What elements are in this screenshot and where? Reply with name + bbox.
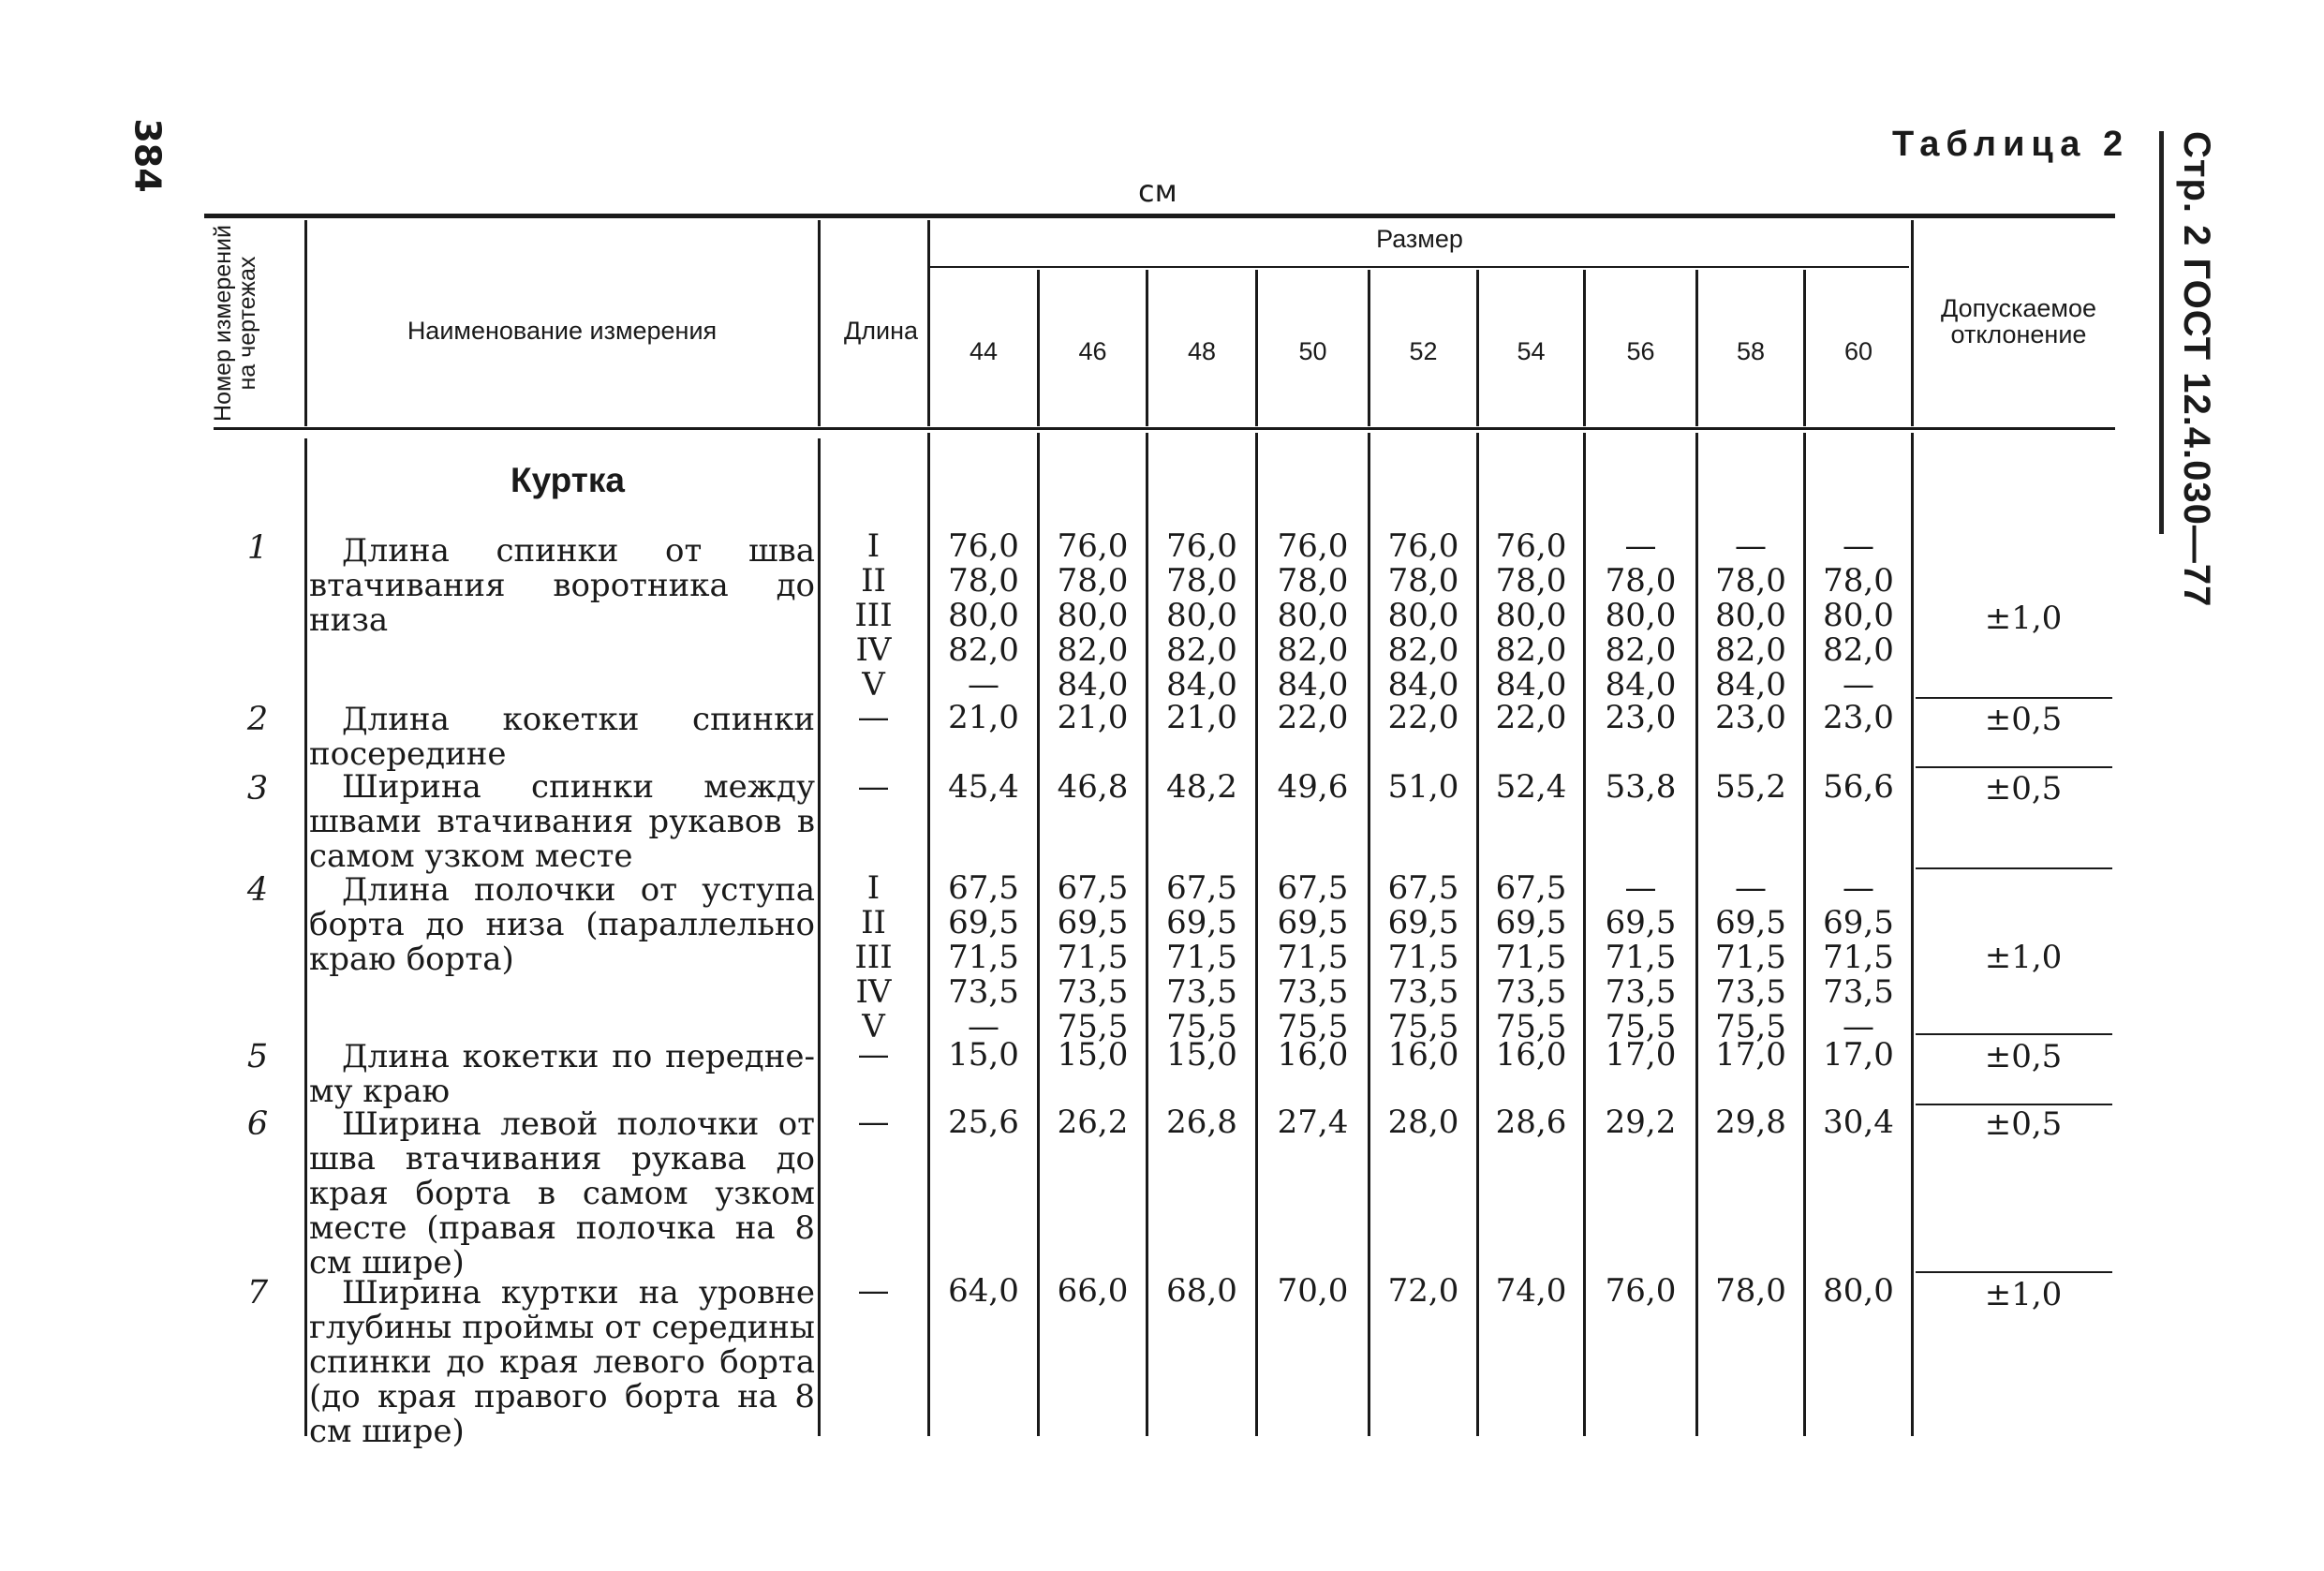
top-rule [204,214,2115,218]
tolerance-separator [1916,766,2112,768]
size-header: 52 [1409,337,1438,365]
value-cell: 74,0 [1495,1272,1567,1310]
row-length: — [857,768,890,806]
size-header: 46 [1078,337,1107,365]
row-length: I II III IV V [854,869,893,1045]
value-cell: 67,5 69,5 71,5 73,5 75,5 [1387,869,1459,1045]
value-cell: 55,2 [1715,768,1786,806]
value-cell: 67,5 69,5 71,5 73,5 — [948,869,1019,1045]
value-cell: 21,0 [948,699,1019,736]
row-length: — [857,1036,890,1074]
value-cell: 26,2 [1057,1104,1129,1141]
value-cell: 28,0 [1387,1104,1459,1141]
value-cell: 76,0 78,0 80,0 82,0 84,0 [1495,527,1567,704]
value-cell: 76,0 78,0 80,0 82,0 — [948,527,1019,704]
header-bottom-rule [214,427,2115,430]
value-cell: 67,5 69,5 71,5 73,5 75,5 [1277,869,1349,1045]
tolerance-value: ±1,0 [1984,600,2063,637]
size-header: 60 [1843,337,1873,365]
tolerance-value: ±1,0 [1984,1276,2063,1313]
value-cell: 15,0 [1166,1036,1237,1074]
row-name: Длина кокетки по переднему краю [309,1038,815,1110]
value-cell: 16,0 [1495,1036,1567,1074]
value-cell: 70,0 [1277,1272,1349,1310]
value-cell: 51,0 [1387,768,1459,806]
value-cell: 16,0 [1277,1036,1349,1074]
value-cell: 76,0 78,0 80,0 82,0 84,0 [1277,527,1349,704]
size-header: 54 [1517,337,1546,365]
value-cell: — 78,0 80,0 82,0 — [1823,527,1894,704]
header-divider [1911,220,1914,426]
value-cell: 17,0 [1823,1036,1894,1074]
table-title: Таблица 2 [1892,125,2130,164]
size-group-header: Размер [1376,225,1463,253]
value-cell: 17,0 [1715,1036,1786,1074]
row-name: Ширина левой полочки от шва втачивания рукава до края борта в самом узком месте (правая полочка на 8 см шире) [309,1105,815,1282]
value-cell: 23,0 [1715,699,1786,736]
size-header: 56 [1626,337,1655,365]
row-number: 2 [246,701,269,738]
value-cell: 64,0 [948,1272,1019,1310]
value-cell: 45,4 [948,768,1019,806]
value-cell: 49,6 [1277,768,1349,806]
value-cell: 29,8 [1715,1104,1786,1141]
size-header: 48 [1187,337,1217,365]
row-length: — [857,1272,890,1310]
value-cell: 56,6 [1823,768,1894,806]
value-cell: 22,0 [1277,699,1349,736]
value-cell: 76,0 78,0 80,0 82,0 84,0 [1166,527,1237,704]
length-header: Длина [843,317,919,345]
value-cell: — 69,5 71,5 73,5 75,5 [1605,869,1677,1045]
value-cell: 67,5 69,5 71,5 73,5 75,5 [1057,869,1129,1045]
row-number: 5 [246,1038,269,1075]
size-header: 58 [1736,337,1766,365]
value-cell: 68,0 [1166,1272,1237,1310]
tolerance-value: ±0,5 [1984,1105,2063,1143]
tolerance-separator [1916,697,2112,699]
value-cell: 78,0 [1715,1272,1786,1310]
size-rule [930,266,1909,268]
row-length: I II III IV V [854,527,893,704]
value-cell: 15,0 [1057,1036,1129,1074]
row-name: Ширина спинки между швами втачивания рукавов в самом узком месте [309,768,815,875]
value-cell: 52,4 [1495,768,1567,806]
side-header-wrap [2161,131,2217,608]
size-header: 44 [969,337,999,365]
value-cell: 27,4 [1277,1104,1349,1141]
header-divider [818,220,821,426]
row-name: Ширина куртки на уровне глубины проймы от середины спинки до края левого борта (до края правого борта на 8 см шире) [309,1274,815,1450]
value-cell: 22,0 [1387,699,1459,736]
value-cell: 30,4 [1823,1104,1894,1141]
value-cell: 76,0 78,0 80,0 82,0 84,0 [1387,527,1459,704]
value-cell: 48,2 [1166,768,1237,806]
value-cell: 67,5 69,5 71,5 73,5 75,5 [1166,869,1237,1045]
tolerance-value: ±1,0 [1984,939,2063,976]
unit-label: см [1138,173,1177,209]
row-number: 3 [246,770,269,808]
row-name: Длина спинки от шва втачивания воротника до низа [309,532,815,639]
value-cell: — 78,0 80,0 82,0 84,0 [1715,527,1786,704]
section-title: Куртка [511,461,626,499]
row-name: Длина кокетки спинки посередине [309,701,815,773]
value-cell: 17,0 [1605,1036,1677,1074]
value-cell: 76,0 [1605,1272,1677,1310]
value-cell: 26,8 [1166,1104,1237,1141]
row-number: 7 [246,1274,269,1312]
value-cell: 22,0 [1495,699,1567,736]
tolerance-value: ±0,5 [1984,1038,2063,1075]
value-cell: 72,0 [1387,1272,1459,1310]
header-divider [304,220,307,426]
value-cell: — 78,0 80,0 82,0 84,0 [1605,527,1677,704]
size-header: 50 [1298,337,1327,365]
row-number: 4 [246,871,269,909]
row-number: 1 [246,529,269,567]
value-cell: 28,6 [1495,1104,1567,1141]
value-cell: 23,0 [1605,699,1677,736]
body-divider [1911,433,1914,1436]
value-cell: 76,0 78,0 80,0 82,0 84,0 [1057,527,1129,704]
number-header-wrap [211,220,304,426]
page-number: 384 [126,118,169,193]
number-header: Номер измерений на чертежах [210,225,260,422]
value-cell: 46,8 [1057,768,1129,806]
value-cell: 66,0 [1057,1272,1129,1310]
value-cell: 16,0 [1387,1036,1459,1074]
tolerance-separator [1916,1033,2112,1035]
body-divider [818,438,821,1436]
row-number: 6 [246,1105,269,1143]
tolerance-separator [1916,1271,2112,1273]
side-header: Стр. 2 ГОСТ 12.4.030—77 [2176,131,2217,608]
row-name: Длина полочки от уступа борта до низа (параллельно краю борта) [309,871,815,978]
tolerance-value: ±0,5 [1984,701,2063,738]
value-cell: 80,0 [1823,1272,1894,1310]
value-cell: 25,6 [948,1104,1019,1141]
value-cell: 21,0 [1166,699,1237,736]
value-cell: 29,2 [1605,1104,1677,1141]
value-cell: 53,8 [1605,768,1677,806]
tolerance-header: Допускаемое отклонение [1941,294,2096,348]
value-cell: 23,0 [1823,699,1894,736]
value-cell: 15,0 [948,1036,1019,1074]
row-length: — [857,699,890,736]
row-length: — [857,1104,890,1141]
value-cell: 21,0 [1057,699,1129,736]
tolerance-separator [1916,867,2112,869]
value-cell: — 69,5 71,5 73,5 — [1823,869,1894,1045]
tolerance-value: ±0,5 [1984,770,2063,808]
value-cell: 67,5 69,5 71,5 73,5 75,5 [1495,869,1567,1045]
name-header: Наименование измерения [407,317,718,345]
body-divider [304,438,307,1436]
value-cell: — 69,5 71,5 73,5 75,5 [1715,869,1786,1045]
